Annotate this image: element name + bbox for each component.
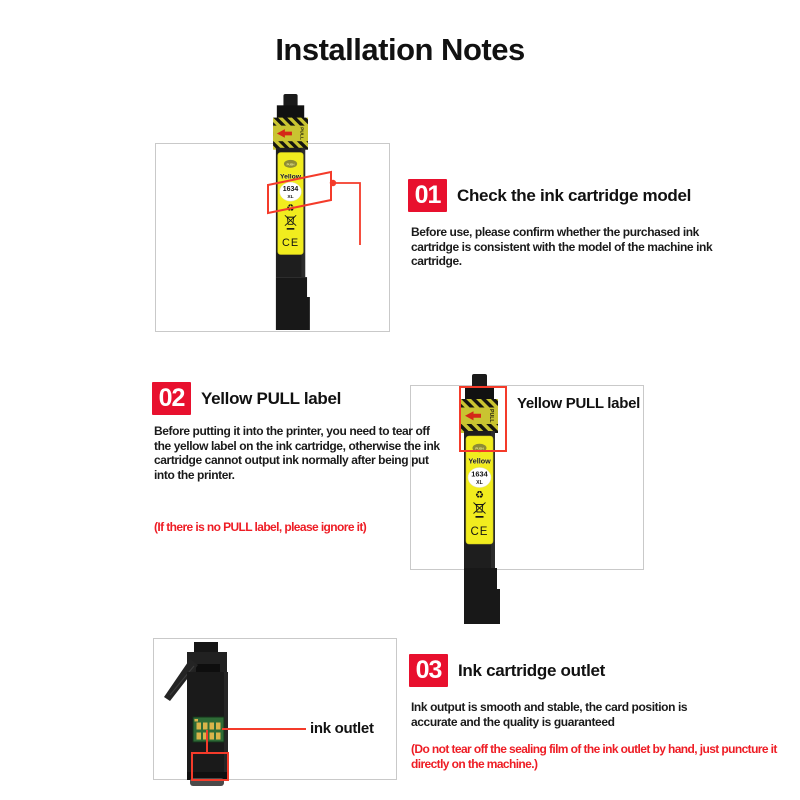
section-2-note: (If there is no PULL label, please ignore it) (154, 520, 367, 534)
model-number: 1634 (282, 185, 299, 193)
section-1-body: Before use, please confirm whether the purchased ink cartridge is consistent with the model of the machine ink cartridge. (411, 225, 713, 268)
section-2-number-badge: 02 (152, 382, 191, 415)
section-3-number-badge: 03 (409, 654, 448, 687)
pull-label-highlight-box (459, 386, 507, 452)
model-highlight-callout (263, 166, 365, 250)
section-2-body: Before putting it into the printer, you need to tear off the yellow label on the ink cartridge, otherwise the ink cartridge cannot output ink normally after being put into the printer. (154, 424, 440, 482)
cartridge-shoulder (277, 105, 304, 119)
cartridge-lower-body (464, 568, 500, 624)
outlet-highlight-box (191, 752, 229, 781)
section-2-header (152, 382, 341, 415)
outlet-callout-line-vertical (206, 730, 208, 753)
cartridge-lower-body (276, 277, 310, 330)
figure-box-pull-label (410, 385, 644, 570)
page-title: Installation Notes (275, 32, 525, 67)
ce-mark: CE (282, 236, 300, 249)
section-1-number-badge: 01 (408, 179, 447, 212)
section-1-header (408, 179, 691, 212)
ce-mark: CE (470, 526, 489, 538)
callout-line (333, 183, 360, 245)
color-name-label: Yellow (279, 173, 302, 181)
push-badge-text: PUSH (475, 446, 484, 451)
cartridge-label (466, 436, 493, 544)
model-number: 1634 (471, 469, 488, 479)
color-name-label: Yellow (468, 456, 491, 466)
contact-chip (193, 717, 224, 742)
section-3-heading: Ink cartridge outlet (458, 660, 606, 680)
recycle-icon: ♻ (286, 203, 295, 215)
section-3-note: (Do not tear off the sealing film of the ink outlet by hand, just puncture it directly on the machine.) (411, 742, 777, 771)
ink-outlet-callout-text: ink outlet (310, 720, 374, 737)
push-badge-text: PUSH (286, 162, 295, 167)
model-size: XL (476, 480, 483, 486)
pull-tab (273, 118, 308, 150)
recycle-icon: ♻ (475, 490, 484, 501)
pull-tab-text: PULL (488, 409, 494, 423)
pull-label-callout-text: Yellow PULL label (517, 395, 640, 412)
model-highlight-frame (268, 172, 331, 213)
pull-tab-text: PULL (298, 127, 304, 140)
section-3-header (409, 654, 605, 687)
section-2-heading: Yellow PULL label (201, 388, 342, 408)
section-1-heading: Check the ink cartridge model (457, 185, 692, 205)
model-size: XL (287, 194, 294, 200)
bin-underline (476, 516, 484, 518)
section-3-body: Ink output is smooth and stable, the card position is accurate and the quality is guaranteed (411, 700, 688, 729)
outlet-callout-line (222, 728, 306, 730)
